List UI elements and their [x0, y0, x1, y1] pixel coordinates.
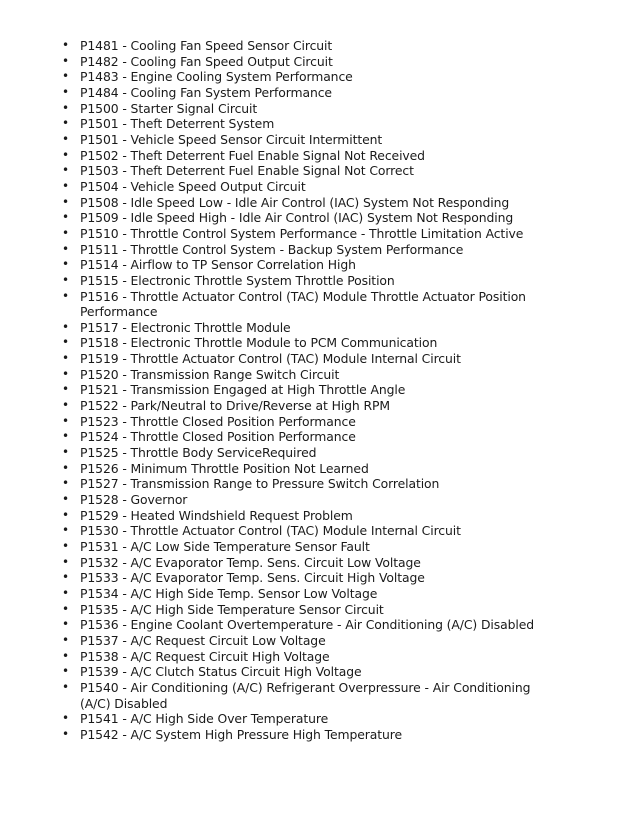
code-list-item — [62, 586, 562, 602]
bullet-icon: • — [62, 648, 69, 663]
code-text: P1528 - Governor — [80, 492, 188, 508]
bullet-icon: • — [62, 445, 69, 460]
code-list-item — [62, 273, 562, 289]
code-list-item — [62, 382, 562, 398]
bullet-icon: • — [62, 382, 69, 397]
code-text: P1532 - A/C Evaporator Temp. Sens. Circuit Low Voltage — [80, 554, 421, 570]
bullet-icon: • — [62, 69, 69, 84]
code-text: P1536 - Engine Coolant Overtemperature - Air Conditioning (A/C) Disabled — [80, 617, 535, 633]
bullet-icon: • — [62, 632, 69, 647]
bullet-icon: • — [62, 366, 69, 381]
code-list-item — [62, 555, 562, 571]
bullet-icon: • — [62, 100, 69, 115]
code-text: P1519 - Throttle Actuator Control (TAC) Module Internal Circuit — [80, 351, 461, 367]
code-text: P1500 - Starter Signal Circuit — [80, 100, 258, 116]
code-list-item — [62, 617, 562, 633]
code-list-item — [62, 85, 562, 101]
code-list-item — [62, 132, 562, 148]
code-text: P1484 - Cooling Fan System Performance — [80, 84, 332, 100]
code-text: P1521 - Transmission Engaged at High Throttle Angle — [80, 382, 406, 398]
code-list-item — [62, 351, 562, 367]
bullet-icon: • — [62, 492, 69, 507]
code-text: P1524 - Throttle Closed Position Performance — [80, 429, 356, 445]
code-text: P1537 - A/C Request Circuit Low Voltage — [80, 632, 326, 648]
bullet-icon: • — [62, 272, 69, 287]
code-text: P1510 - Throttle Control System Performance - Throttle Limitation Active — [80, 225, 524, 241]
bullet-icon: • — [62, 351, 69, 366]
bullet-icon: • — [62, 210, 69, 225]
bullet-icon: • — [62, 38, 69, 52]
code-text: P1533 - A/C Evaporator Temp. Sens. Circuit High Voltage — [80, 570, 425, 586]
code-text: P1518 - Electronic Throttle Module to PCM Communication — [80, 335, 438, 351]
code-list-item — [62, 445, 562, 461]
code-text: P1526 - Minimum Throttle Position Not Learned — [80, 460, 369, 476]
code-text: P1525 - Throttle Body ServiceRequired — [80, 445, 317, 461]
bullet-icon: • — [62, 398, 69, 413]
code-text: P1520 - Transmission Range Switch Circuit — [80, 366, 340, 382]
bullet-icon: • — [62, 319, 69, 334]
bullet-icon: • — [62, 53, 69, 68]
code-text: P1514 - Airflow to TP Sensor Correlation High — [80, 257, 356, 273]
code-text: P1542 - A/C System High Pressure High Temperature — [80, 726, 403, 742]
code-list-item — [62, 257, 562, 273]
code-list-item — [62, 492, 562, 508]
bullet-icon: • — [62, 413, 69, 428]
code-text: P1481 - Cooling Fan Speed Sensor Circuit — [80, 38, 333, 53]
code-text: P1534 - A/C High Side Temp. Sensor Low Voltage — [80, 585, 378, 601]
code-text: P1517 - Electronic Throttle Module — [80, 319, 291, 335]
bullet-icon: • — [62, 147, 69, 162]
code-text: P1503 - Theft Deterrent Fuel Enable Signal Not Correct — [80, 163, 414, 179]
code-list-item — [62, 195, 562, 211]
bullet-icon: • — [62, 726, 69, 741]
bullet-icon: • — [62, 601, 69, 616]
bullet-icon: • — [62, 554, 69, 569]
bullet-icon: • — [62, 711, 69, 726]
code-list-item — [62, 429, 562, 445]
code-text: P1539 - A/C Clutch Status Circuit High Voltage — [80, 664, 362, 680]
bullet-icon: • — [62, 476, 69, 491]
bullet-icon: • — [62, 131, 69, 146]
code-list-item — [62, 38, 562, 54]
code-list-item — [62, 523, 562, 539]
code-text: P1527 - Transmission Range to Pressure Switch Correlation — [80, 476, 440, 492]
bullet-icon: • — [62, 178, 69, 193]
code-text: P1515 - Electronic Throttle System Throttle Position — [80, 272, 395, 288]
code-text: P1523 - Throttle Closed Position Performance — [80, 413, 356, 429]
code-text: P1529 - Heated Windshield Request Problem — [80, 507, 353, 523]
bullet-icon: • — [62, 679, 69, 694]
bullet-icon: • — [62, 539, 69, 553]
code-text: P1540 - Air Conditioning (A/C) Refrigerant Overpressure - Air Conditioning (A/C) Disabled — [80, 679, 531, 711]
code-list-item — [62, 289, 562, 320]
code-text: P1504 - Vehicle Speed Output Circuit — [80, 178, 306, 194]
code-list-item — [62, 101, 562, 117]
code-text: P1541 - A/C High Side Over Temperature — [80, 711, 329, 727]
bullet-icon: • — [62, 460, 69, 475]
code-list-item — [62, 148, 562, 164]
code-list-item — [62, 226, 562, 242]
code-list-item — [62, 116, 562, 132]
bullet-icon: • — [62, 507, 69, 522]
code-list-item — [62, 727, 562, 743]
code-text: P1530 - Throttle Actuator Control (TAC) Module Internal Circuit — [80, 523, 461, 539]
bullet-icon: • — [62, 335, 69, 350]
bullet-icon: • — [62, 84, 69, 99]
code-text: P1509 - Idle Speed High - Idle Air Control (IAC) System Not Responding — [80, 210, 514, 226]
bullet-icon: • — [62, 163, 69, 178]
code-list-item — [62, 367, 562, 383]
bullet-icon: • — [62, 429, 69, 444]
code-text: P1535 - A/C High Side Temperature Sensor Circuit — [80, 601, 384, 617]
bullet-icon: • — [62, 570, 69, 585]
bullet-icon: • — [62, 241, 69, 256]
code-list-item — [62, 242, 562, 258]
bullet-icon: • — [62, 585, 69, 600]
code-list-item — [62, 664, 562, 680]
bullet-icon: • — [62, 257, 69, 272]
code-list-item — [62, 633, 562, 649]
code-list-item — [62, 335, 562, 351]
bullet-icon: • — [62, 194, 69, 209]
code-text: P1501 - Theft Deterrent System — [80, 116, 275, 132]
code-list-item — [62, 69, 562, 85]
code-list-item — [62, 508, 562, 524]
bullet-icon: • — [62, 664, 69, 679]
code-text: P1538 - A/C Request Circuit High Voltage — [80, 648, 330, 664]
code-text: P1531 - A/C Low Side Temperature Sensor Fault — [80, 539, 370, 554]
code-list-item — [62, 163, 562, 179]
code-list-item — [62, 179, 562, 195]
code-text: P1482 - Cooling Fan Speed Output Circuit — [80, 53, 333, 69]
code-list-item — [62, 539, 562, 555]
code-list-item — [62, 649, 562, 665]
code-list-item — [62, 320, 562, 336]
code-list-item — [62, 210, 562, 226]
code-text: P1522 - Park/Neutral to Drive/Reverse at High RPM — [80, 398, 390, 414]
code-list-item — [62, 570, 562, 586]
bullet-icon: • — [62, 225, 69, 240]
code-text: P1483 - Engine Cooling System Performance — [80, 69, 353, 85]
code-text: P1502 - Theft Deterrent Fuel Enable Signal Not Received — [80, 147, 425, 163]
trouble-code-list — [62, 38, 562, 743]
code-text: P1501 - Vehicle Speed Sensor Circuit Intermittent — [80, 131, 383, 147]
code-text: P1511 - Throttle Control System - Backup System Performance — [80, 241, 464, 257]
bullet-icon: • — [62, 116, 69, 131]
code-text: P1508 - Idle Speed Low - Idle Air Control (IAC) System Not Responding — [80, 194, 510, 210]
bullet-icon: • — [62, 523, 69, 538]
code-list-item — [62, 602, 562, 618]
code-list-item — [62, 398, 562, 414]
code-list-item — [62, 54, 562, 70]
code-list-item — [62, 476, 562, 492]
code-list-item — [62, 680, 562, 711]
bullet-icon: • — [62, 617, 69, 632]
code-list-item — [62, 461, 562, 477]
bullet-icon: • — [62, 288, 69, 303]
code-text: P1516 - Throttle Actuator Control (TAC) Module Throttle Actuator Position Performance — [80, 288, 526, 320]
code-list-item — [62, 414, 562, 430]
code-list-item — [62, 711, 562, 727]
